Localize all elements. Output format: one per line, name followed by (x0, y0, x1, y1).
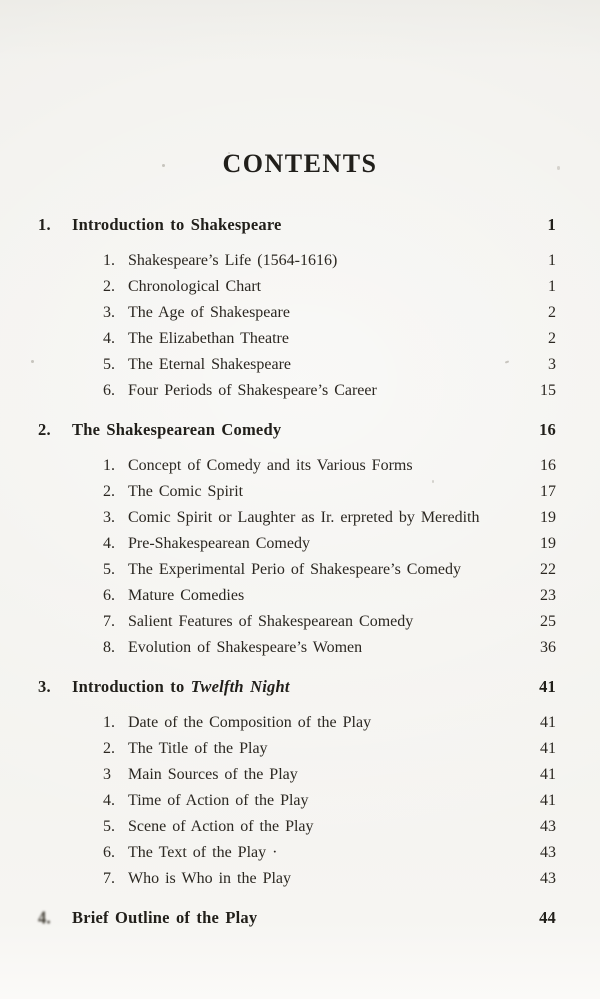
item-page-number: 15 (540, 382, 556, 399)
section-number: 2. (38, 420, 51, 439)
item-number: 3. (103, 304, 115, 321)
item-page-number: 16 (540, 457, 556, 474)
toc-item-row (38, 788, 556, 814)
toc-item-row (38, 274, 556, 300)
item-page-number: 41 (540, 792, 556, 809)
toc-item-row (38, 762, 556, 788)
item-page-number: 41 (540, 766, 556, 783)
section-number: 4. (38, 907, 51, 928)
item-title: Evolution of Shakespeare’s Women (128, 639, 363, 656)
item-number: 8. (103, 639, 115, 656)
section-number: 1. (38, 215, 51, 234)
item-title: Shakespeare’s Life (1564-1616) (128, 252, 338, 269)
toc-item-row (38, 609, 556, 635)
section-title: Introduction to Shakespeare (72, 215, 282, 234)
toc-section-row (38, 212, 556, 238)
item-page-number: 19 (540, 509, 556, 526)
item-number: 1. (103, 714, 115, 731)
toc-item-row (38, 531, 556, 557)
section-title: Introduction to (72, 677, 191, 696)
toc-item-row (38, 557, 556, 583)
toc-item-row (38, 378, 556, 404)
toc-item-row (38, 453, 556, 479)
item-title: Time of Action of the Play (128, 792, 309, 809)
item-number: 3. (103, 509, 115, 526)
item-page-number: 3 (548, 356, 556, 373)
toc-item-row (38, 840, 556, 866)
item-page-number: 43 (540, 818, 556, 835)
item-number: 7. (103, 613, 115, 630)
item-title: The Age of Shakespeare (128, 304, 290, 321)
toc-item-row (38, 326, 556, 352)
item-page-number: 19 (540, 535, 556, 552)
item-number: 1. (103, 457, 115, 474)
item-title: Concept of Comedy and its Various Forms (128, 457, 413, 474)
toc-item-row (38, 248, 556, 274)
toc-section-row (38, 905, 556, 931)
section-page-number: 16 (539, 420, 556, 439)
item-number: 5. (103, 561, 115, 578)
item-number: 1. (103, 252, 115, 269)
toc-item-row (38, 479, 556, 505)
item-title: The Text of the Play · (128, 844, 278, 861)
toc-item-row (38, 300, 556, 326)
toc-subsection-list (38, 248, 556, 404)
toc-section-row (38, 674, 556, 700)
item-title: The Elizabethan Theatre (128, 330, 289, 347)
item-number: 2. (103, 483, 115, 500)
item-page-number: 36 (540, 639, 556, 656)
item-number: 6. (103, 587, 115, 604)
toc-item-row (38, 583, 556, 609)
toc-item-row (38, 635, 556, 661)
item-title: Salient Features of Shakespearean Comedy (128, 613, 414, 630)
toc-item-row (38, 814, 556, 840)
item-page-number: 43 (540, 870, 556, 887)
item-title: Date of the Composition of the Play (128, 714, 372, 731)
toc (0, 212, 600, 931)
toc-subsection-list (38, 453, 556, 661)
item-title: Main Sources of the Play (128, 766, 298, 783)
item-number: 5. (103, 356, 115, 373)
section-title-italic: Twelfth Night (190, 677, 290, 696)
toc-section-row (38, 417, 556, 443)
item-page-number: 2 (548, 304, 556, 321)
item-number: 2. (103, 740, 115, 757)
toc-item-row (38, 736, 556, 762)
item-page-number: 41 (540, 714, 556, 731)
item-page-number: 25 (540, 613, 556, 630)
section-title: Brief Outline of the Play (72, 908, 258, 927)
page-title: CONTENTS (222, 149, 378, 178)
item-title: Four Periods of Shakespeare’s Career (128, 382, 377, 399)
item-page-number: 2 (548, 330, 556, 347)
item-page-number: 22 (540, 561, 556, 578)
item-title: Chronological Chart (128, 278, 262, 295)
item-number: 4. (103, 330, 115, 347)
item-number: 2. (103, 278, 115, 295)
item-number: 5. (103, 818, 115, 835)
item-page-number: 43 (540, 844, 556, 861)
section-page-number: 1 (547, 215, 556, 234)
item-title: Comic Spirit or Laughter as Ir. erpreted by Meredith (128, 509, 480, 526)
section-page-number: 41 (539, 677, 556, 696)
toc-subsection-list (38, 710, 556, 892)
item-title: The Title of the Play (128, 740, 268, 757)
section-title: The Shakespearean Comedy (72, 420, 282, 439)
item-page-number: 41 (540, 740, 556, 757)
item-number: 4. (103, 792, 115, 809)
item-title: The Comic Spirit (128, 483, 244, 500)
item-title: Pre-Shakespearean Comedy (128, 535, 310, 552)
item-title: The Eternal Shakespeare (128, 356, 292, 373)
section-page-number: 44 (539, 908, 556, 927)
item-number: 4. (103, 535, 115, 552)
item-page-number: 1 (548, 252, 556, 269)
toc-item-row (38, 352, 556, 378)
toc-item-row (38, 866, 556, 892)
item-title: The Experimental Perio of Shakespeare’s Comedy (128, 561, 462, 578)
item-number: 6. (103, 844, 115, 861)
item-number: 6. (103, 382, 115, 399)
item-number: 3 (103, 766, 111, 783)
item-title: Who is Who in the Play (128, 870, 292, 887)
section-number: 3. (38, 677, 51, 696)
toc-item-row (38, 505, 556, 531)
item-page-number: 23 (540, 587, 556, 604)
item-number: 7. (103, 870, 115, 887)
toc-item-row (38, 710, 556, 736)
item-page-number: 17 (540, 483, 556, 500)
item-page-number: 1 (548, 278, 556, 295)
item-title: Mature Comedies (128, 587, 245, 604)
item-title: Scene of Action of the Play (128, 818, 314, 835)
